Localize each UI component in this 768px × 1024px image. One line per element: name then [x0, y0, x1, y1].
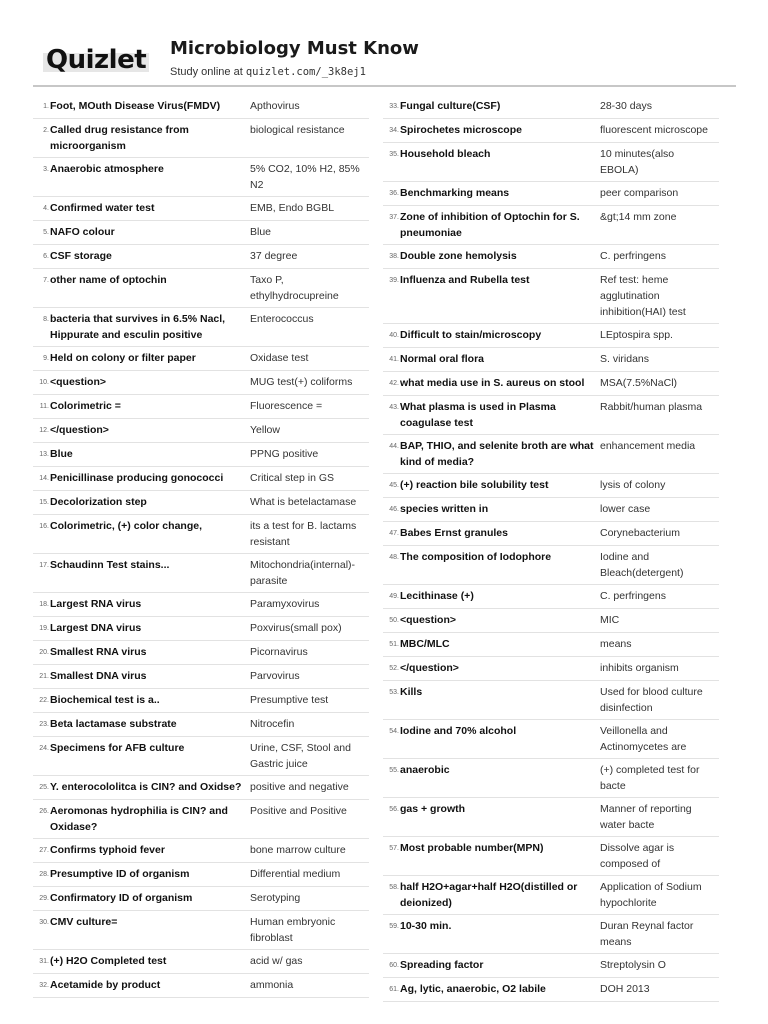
card-term: 10-30 min.	[400, 920, 452, 932]
card-definition: Picornavirus	[250, 646, 308, 658]
card-definition: bone marrow culture	[250, 844, 346, 856]
card-definition: Presumptive test	[250, 694, 329, 706]
card-row	[383, 609, 719, 633]
card-row	[33, 713, 369, 737]
card-row	[33, 911, 369, 950]
card-number: 15.	[39, 499, 49, 506]
card-term: Babes Ernst granules	[400, 527, 508, 539]
card-row	[383, 498, 719, 522]
card-row	[383, 522, 719, 546]
card-number: 52.	[389, 665, 399, 672]
card-definition: C. perfringens	[600, 590, 666, 602]
card-row	[383, 324, 719, 348]
card-term: Largest DNA virus	[50, 622, 142, 634]
card-number: 38.	[389, 253, 399, 260]
card-number: 36.	[389, 190, 399, 197]
card-number: 12.	[39, 427, 49, 434]
card-row	[383, 182, 719, 206]
card-definition: inhibits organism	[600, 662, 679, 674]
card-term: gas + growth	[400, 803, 466, 815]
card-row	[33, 245, 369, 269]
card-row	[383, 759, 719, 798]
card-term: BAP, THIO, and selenite broth are what kind of media?	[400, 440, 594, 468]
card-definition: DOH 2013	[600, 983, 650, 995]
card-row	[383, 720, 719, 759]
card-number: 13.	[39, 451, 49, 458]
card-row	[33, 641, 369, 665]
card-number: 43.	[389, 404, 399, 411]
card-number: 1.	[43, 103, 49, 110]
card-row	[33, 665, 369, 689]
card-term: <question>	[50, 376, 107, 388]
card-number: 47.	[389, 530, 399, 537]
card-row	[383, 798, 719, 837]
card-definition: Iodine and Bleach(detergent)	[600, 551, 684, 579]
card-row	[383, 837, 719, 876]
card-row	[33, 221, 369, 245]
card-row	[33, 863, 369, 887]
card-row	[383, 681, 719, 720]
card-number: 42.	[389, 380, 399, 387]
page-title: Microbiology Must Know	[170, 38, 419, 59]
card-row	[383, 978, 719, 1002]
card-number: 59.	[389, 923, 399, 930]
card-number: 20.	[39, 649, 49, 656]
card-term: Colorimetric =	[50, 400, 121, 412]
card-number: 57.	[389, 845, 399, 852]
card-number: 55.	[389, 767, 399, 774]
card-term: Beta lactamase substrate	[50, 718, 177, 730]
card-definition: peer comparison	[600, 187, 679, 199]
card-definition: Manner of reporting water bacte	[600, 803, 692, 831]
card-definition: enhancement media	[600, 440, 696, 452]
quizlet-logo: Quizlet	[46, 45, 147, 75]
card-number: 34.	[389, 127, 399, 134]
card-term: MBC/MLC	[400, 638, 450, 650]
card-definition: its a test for B. lactams resistant	[250, 520, 357, 548]
card-term: Colorimetric, (+) color change,	[50, 520, 202, 532]
card-term: What plasma is used in Plasma coagulase test	[400, 401, 556, 429]
card-definition: 28-30 days	[600, 100, 652, 112]
card-number: 3.	[43, 166, 49, 173]
card-number: 46.	[389, 506, 399, 513]
card-definition: means	[600, 638, 632, 650]
card-term: <question>	[400, 614, 457, 626]
card-number: 44.	[389, 443, 399, 450]
card-term: anaerobic	[400, 764, 450, 776]
card-definition: Corynebacterium	[600, 527, 680, 539]
card-number: 50.	[389, 617, 399, 624]
card-definition: C. perfringens	[600, 250, 666, 262]
card-definition: MUG test(+) coliforms	[250, 376, 353, 388]
card-row	[383, 206, 719, 245]
card-number: 39.	[389, 277, 399, 284]
card-term: Called drug resistance from microorganism	[50, 124, 189, 152]
card-number: 8.	[43, 316, 49, 323]
card-definition: 10 minutes(also EBOLA)	[600, 148, 675, 176]
card-row	[383, 954, 719, 978]
card-definition: Yellow	[250, 424, 280, 436]
card-term: Lecithinase (+)	[400, 590, 474, 602]
card-term: Difficult to stain/microscopy	[400, 329, 542, 341]
card-row	[383, 348, 719, 372]
card-number: 51.	[389, 641, 399, 648]
card-row	[33, 347, 369, 371]
card-number: 24.	[39, 745, 49, 752]
card-definition: Critical step in GS	[250, 472, 335, 484]
card-row	[383, 119, 719, 143]
card-term: bacteria that survives in 6.5% Nacl, Hippurate and esculin positive	[50, 313, 226, 341]
card-row	[383, 269, 719, 324]
card-row	[33, 617, 369, 641]
card-number: 9.	[43, 355, 49, 362]
card-term: Household bleach	[400, 148, 491, 160]
card-term: Normal oral flora	[400, 353, 485, 365]
card-definition: Rabbit/human plasma	[600, 401, 703, 413]
card-number: 30.	[39, 919, 49, 926]
study-online-line	[170, 66, 366, 78]
card-definition: lower case	[600, 503, 651, 515]
card-number: 54.	[389, 728, 399, 735]
card-definition: Poxvirus(small pox)	[250, 622, 342, 634]
card-term: </question>	[400, 662, 459, 674]
card-number: 32.	[39, 982, 49, 989]
card-definition: Urine, CSF, Stool and Gastric juice	[250, 742, 351, 770]
card-term: (+) H2O Completed test	[50, 955, 167, 967]
card-row	[33, 158, 369, 197]
card-term: Blue	[50, 448, 73, 460]
card-term: Acetamide by product	[50, 979, 161, 991]
card-row	[33, 491, 369, 515]
card-row	[33, 515, 369, 554]
card-term: Biochemical test is a..	[50, 694, 160, 706]
card-term: Y. enterocololitca is CIN? and Oxidse?	[50, 781, 242, 793]
card-term: Spirochetes microscope	[400, 124, 522, 136]
card-definition: Taxo P, ethylhydrocupreine	[250, 274, 339, 302]
card-term: Foot, MOuth Disease Virus(FMDV)	[50, 100, 221, 112]
card-term: NAFO colour	[50, 226, 115, 238]
card-term: Confirmed water test	[50, 202, 155, 214]
card-number: 33.	[389, 103, 399, 110]
card-number: 28.	[39, 871, 49, 878]
card-number: 60.	[389, 962, 399, 969]
card-row	[33, 95, 369, 119]
card-definition: Paramyxovirus	[250, 598, 320, 610]
card-definition: Oxidase test	[250, 352, 309, 364]
card-term: Most probable number(MPN)	[400, 842, 544, 854]
card-row	[383, 474, 719, 498]
card-number: 17.	[39, 562, 49, 569]
card-definition: Nitrocefin	[250, 718, 295, 730]
card-row	[33, 119, 369, 158]
card-definition: Apthovirus	[250, 100, 300, 112]
card-definition: Enterococcus	[250, 313, 314, 325]
card-definition: Blue	[250, 226, 272, 238]
card-term: Decolorization step	[50, 496, 147, 508]
card-term: </question>	[50, 424, 109, 436]
card-definition: Differential medium	[250, 868, 341, 880]
card-term: species written in	[400, 503, 489, 515]
card-row	[383, 143, 719, 182]
card-number: 31.	[39, 958, 49, 965]
card-term: Fungal culture(CSF)	[400, 100, 501, 112]
card-term: Spreading factor	[400, 959, 484, 971]
card-row	[33, 467, 369, 491]
card-number: 35.	[389, 151, 399, 158]
card-row	[33, 308, 369, 347]
card-row	[383, 915, 719, 954]
card-row	[33, 554, 369, 593]
card-number: 45.	[389, 482, 399, 489]
card-number: 49.	[389, 593, 399, 600]
card-definition: 37 degree	[250, 250, 298, 262]
page-header	[33, 38, 736, 84]
card-row	[383, 876, 719, 915]
card-definition: MSA(7.5%NaCl)	[600, 377, 678, 389]
card-number: 40.	[389, 332, 399, 339]
card-number: 61.	[389, 986, 399, 993]
card-number: 14.	[39, 475, 49, 482]
card-term: Confirms typhoid fever	[50, 844, 165, 856]
cards-column-left	[33, 95, 369, 998]
card-term: Zone of inhibition of Optochin for S. pneumoniae	[400, 211, 580, 239]
card-definition: Parvovirus	[250, 670, 300, 682]
card-row	[383, 585, 719, 609]
card-definition: Application of Sodium hypochlorite	[600, 881, 702, 909]
card-number: 16.	[39, 523, 49, 530]
header-divider	[33, 85, 736, 87]
card-definition: LEptospira spp.	[600, 329, 673, 341]
card-term: Influenza and Rubella test	[400, 274, 530, 286]
card-number: 58.	[389, 884, 399, 891]
card-term: Confirmatory ID of organism	[50, 892, 193, 904]
card-number: 10.	[39, 379, 49, 386]
card-term: other name of optochin	[50, 274, 167, 286]
card-number: 22.	[39, 697, 49, 704]
card-number: 48.	[389, 554, 399, 561]
card-row	[33, 689, 369, 713]
card-row	[383, 245, 719, 269]
card-definition: Used for blood culture disinfection	[600, 686, 703, 714]
card-row	[33, 800, 369, 839]
card-number: 19.	[39, 625, 49, 632]
cards-column-right	[383, 95, 719, 1002]
card-row	[33, 419, 369, 443]
card-definition: ammonia	[250, 979, 294, 991]
card-term: Held on colony or filter paper	[50, 352, 196, 364]
card-term: Iodine and 70% alcohol	[400, 725, 517, 737]
card-term: what media use in S. aureus on stool	[400, 377, 585, 389]
card-definition: Fluorescence =	[250, 400, 323, 412]
card-term: half H2O+agar+half H2O(distilled or deionized)	[400, 881, 578, 909]
card-definition: Human embryonic fibroblast	[250, 916, 336, 944]
card-number: 53.	[389, 689, 399, 696]
card-number: 29.	[39, 895, 49, 902]
card-row	[33, 737, 369, 776]
card-row	[33, 371, 369, 395]
card-row	[33, 887, 369, 911]
card-definition: biological resistance	[250, 124, 345, 136]
card-row	[383, 396, 719, 435]
card-term: Presumptive ID of organism	[50, 868, 190, 880]
card-term: Aeromonas hydrophilia is CIN? and Oxidase?	[50, 805, 228, 833]
card-term: CMV culture=	[50, 916, 118, 928]
card-row	[383, 657, 719, 681]
card-row	[383, 633, 719, 657]
card-definition: PPNG positive	[250, 448, 319, 460]
card-definition: Ref test: heme agglutination inhibition(HAI) test	[600, 274, 686, 318]
card-row	[33, 269, 369, 308]
card-term: Specimens for AFB culture	[50, 742, 185, 754]
card-definition: What is betelactamase	[250, 496, 357, 508]
card-row	[33, 593, 369, 617]
card-row	[33, 197, 369, 221]
card-number: 41.	[389, 356, 399, 363]
card-row	[33, 950, 369, 974]
card-definition: MIC	[600, 614, 620, 626]
card-term: Double zone hemolysis	[400, 250, 517, 262]
card-definition: EMB, Endo BGBL	[250, 202, 335, 214]
card-definition: Positive and Positive	[250, 805, 347, 817]
card-definition: acid w/ gas	[250, 955, 303, 967]
card-number: 26.	[39, 808, 49, 815]
card-term: CSF storage	[50, 250, 112, 262]
card-definition: 5% CO2, 10% H2, 85% N2	[250, 163, 360, 191]
card-definition: S. viridans	[600, 353, 650, 365]
card-definition: Streptolysin O	[600, 959, 666, 971]
card-row	[33, 974, 369, 998]
card-term: Largest RNA virus	[50, 598, 142, 610]
card-definition: lysis of colony	[600, 479, 666, 491]
card-row	[33, 776, 369, 800]
card-definition: positive and negative	[250, 781, 349, 793]
card-term: Smallest RNA virus	[50, 646, 147, 658]
card-number: 6.	[43, 253, 49, 260]
card-row	[383, 546, 719, 585]
card-term: Kills	[400, 686, 423, 698]
card-row	[33, 395, 369, 419]
card-term: Benchmarking means	[400, 187, 510, 199]
card-number: 27.	[39, 847, 49, 854]
card-definition: &gt;14 mm zone	[600, 211, 677, 223]
card-term: Anaerobic atmosphere	[50, 163, 164, 175]
card-number: 18.	[39, 601, 49, 608]
card-term: Ag, lytic, anaerobic, O2 labile	[400, 983, 546, 995]
card-number: 56.	[389, 806, 399, 813]
card-number: 7.	[43, 277, 49, 284]
card-row	[383, 372, 719, 396]
card-term: (+) reaction bile solubility test	[400, 479, 549, 491]
card-number: 25.	[39, 784, 49, 791]
card-row	[383, 435, 719, 474]
card-number: 23.	[39, 721, 49, 728]
card-term: The composition of Iodophore	[400, 551, 552, 563]
study-prefix: Study online at	[170, 66, 243, 78]
card-term: Schaudinn Test stains...	[50, 559, 170, 571]
study-url[interactable]: quizlet.com/_3k8ej1	[245, 66, 366, 78]
card-term: Smallest DNA virus	[50, 670, 147, 682]
card-number: 4.	[43, 205, 49, 212]
card-definition: Dissolve agar is composed of	[600, 842, 675, 870]
card-number: 11.	[39, 403, 49, 410]
card-row	[383, 95, 719, 119]
card-number: 5.	[43, 229, 49, 236]
card-row	[33, 443, 369, 467]
card-row	[33, 839, 369, 863]
card-definition: fluorescent microscope	[600, 124, 708, 136]
card-number: 2.	[43, 127, 49, 134]
card-number: 37.	[389, 214, 399, 221]
card-definition: Mitochondria(internal)-parasite	[250, 559, 356, 587]
card-definition: Duran Reynal factor means	[600, 920, 694, 948]
card-number: 21.	[39, 673, 49, 680]
card-definition: Veillonella and Actinomycetes are	[600, 725, 687, 753]
card-definition: Serotyping	[250, 892, 301, 904]
card-term: Penicillinase producing gonococci	[50, 472, 224, 484]
card-definition: (+) completed test for bacte	[600, 764, 700, 792]
